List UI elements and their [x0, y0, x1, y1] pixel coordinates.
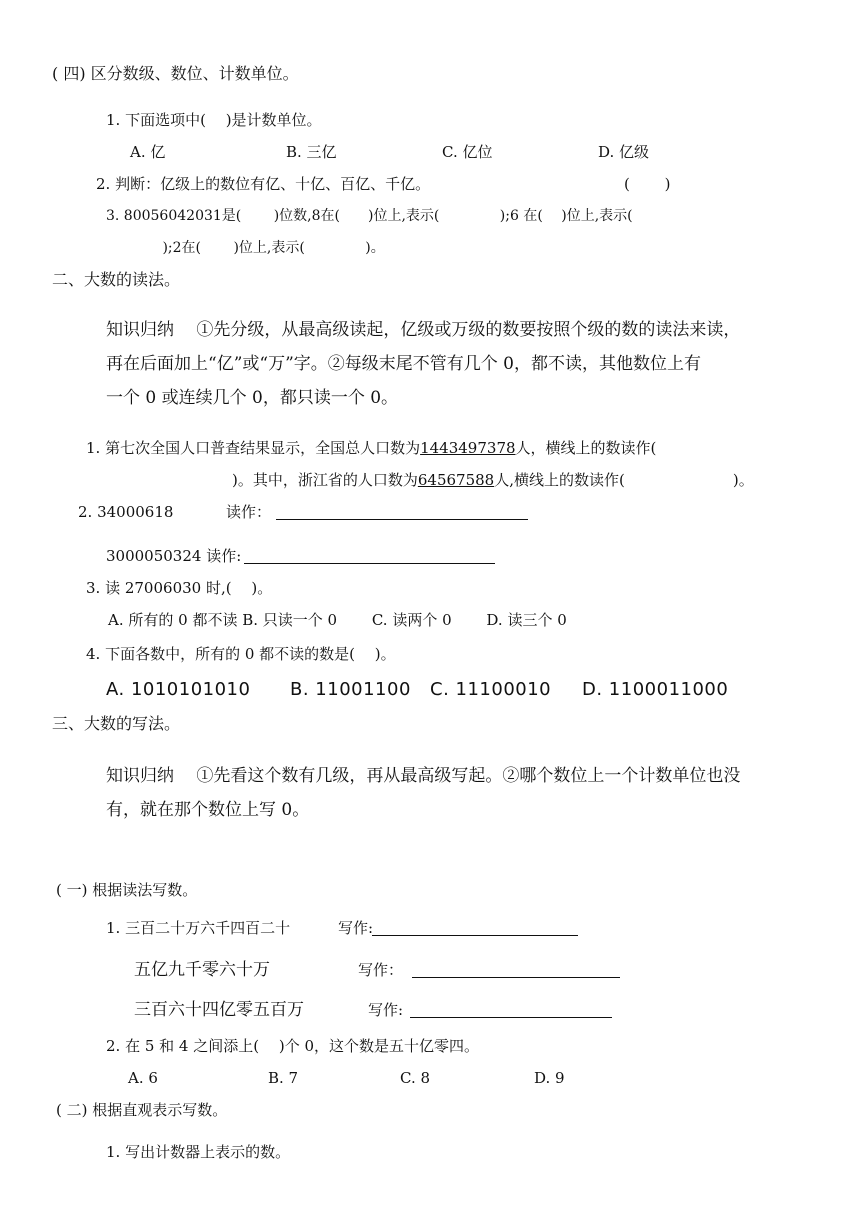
s2-question-1-line-1	[86, 438, 656, 458]
s2-knowledge-line-1: 知识归纳 ①先分级，从最高级读起，亿级或万级的数要按照个级的数的读法来读，	[106, 320, 741, 340]
section-3-title: 三、大数的写法。	[52, 714, 181, 733]
s4-question-2: 2. 判断：亿级上的数位有亿、十亿、百亿、千亿。	[96, 175, 431, 193]
s2-question-1-line-2	[232, 470, 754, 490]
s4-question-1: 1. 下面选项中( )是计数单位。	[106, 111, 322, 129]
s3-p1-q1-answer-line[interactable]	[372, 919, 578, 936]
s2-q1-number-1: 1443497378	[420, 439, 516, 457]
s4-q1-option-c: C. 亿位	[442, 143, 493, 161]
s3-knowledge-line-2: 有，就在那个数位上写 0。	[106, 800, 310, 820]
s3-p1-q2-option-a: A. 6	[128, 1069, 158, 1087]
s2-q4-option-b: B. 11001100	[290, 679, 411, 700]
s2-q1-middle: 人，横线上的数读作(	[515, 439, 657, 457]
s2-q2-answer-line[interactable]	[276, 503, 528, 520]
s3-p1-q1b-answer-line[interactable]	[412, 961, 620, 978]
s4-q1-option-d: D. 亿级	[598, 143, 650, 161]
s2-q4-option-a: A. 1010101010	[106, 679, 251, 700]
s4-question-3-line-2: );2在( )位上,表示( )。	[144, 240, 385, 256]
s3-p1-q2-option-b: B. 7	[268, 1069, 299, 1087]
s3-knowledge-line-1: 知识归纳 ①先看这个数有几级，再从最高级写起。②哪个数位上一个计数单位也没	[106, 766, 741, 786]
s2-q1-prefix: 1. 第七次全国人口普查结果显示，全国总人口数为	[86, 439, 421, 457]
s2-q1-line2-end: )。	[732, 471, 754, 489]
s2-q3-options: A. 所有的 0 都不读 B. 只读一个 0 C. 读两个 0 D. 读三个 0	[108, 611, 567, 629]
s3-p1-q2-option-c: C. 8	[400, 1069, 431, 1087]
s3-p1-question-2: 2. 在 5 和 4 之间添上( )个 0，这个数是五十亿零四。	[106, 1037, 480, 1055]
s4-question-3-line-1: 3. 80056042031是( )位数,8在( )位上,表示( );6 在( )位上,表示(	[106, 208, 633, 224]
s4-q1-option-b: B. 三亿	[286, 143, 337, 161]
s2-q2b-answer-line[interactable]	[244, 547, 495, 564]
s3-p1-q1-label: 写作:	[338, 919, 374, 937]
s4-q2-answer-paren: ( )	[624, 175, 671, 193]
s2-q2b-label: 3000050324 读作:	[106, 547, 242, 565]
s3-p1-q1-text: 1. 三百二十万六千四百二十	[106, 919, 291, 937]
s3-p1-q1c-label: 写作:	[368, 1001, 404, 1019]
s4-q1-option-a: A. 亿	[130, 143, 166, 161]
s2-q4-option-c: C. 11100010	[430, 679, 552, 700]
s3-p1-q1c-answer-line[interactable]	[410, 1001, 612, 1018]
section-4-title: ( 四) 区分数级、数位、计数单位。	[52, 64, 299, 83]
s3-part-2-title: ( 二) 根据直观表示写数。	[56, 1101, 228, 1119]
s2-q2-read-label: 读作：	[226, 503, 272, 521]
s3-part-1-title: ( 一) 根据读法写数。	[56, 881, 198, 899]
s2-q1-line2-prefix: )。其中，浙江省的人口数为	[232, 471, 418, 489]
s2-q1-line2-middle: 人,横线上的数读作(	[494, 471, 625, 489]
s3-p1-q2-option-d: D. 9	[534, 1069, 565, 1087]
s2-question-4: 4. 下面各数中，所有的 0 都不读的数是( )。	[86, 645, 396, 663]
s3-p1-q1b-label: 写作：	[358, 961, 404, 979]
s3-p2-question-1: 1. 写出计数器上表示的数。	[106, 1143, 291, 1161]
s2-q1-number-2: 64567588	[417, 471, 495, 489]
s2-question-3: 3. 读 27006030 时,( )。	[86, 579, 273, 597]
s2-knowledge-line-2: 再在后面加上“亿”或“万”字。②每级末尾不管有几个 0，都不读，其他数位上有	[106, 354, 701, 374]
section-2-title: 二、大数的读法。	[52, 270, 181, 289]
s2-question-2-number: 2. 34000618	[78, 503, 174, 521]
s2-knowledge-line-3: 一个 0 或连续几个 0，都只读一个 0。	[106, 388, 399, 408]
s3-p1-q1c-text: 三百六十四亿零五百万	[134, 1000, 304, 1020]
s3-p1-q1b-text: 五亿九千零六十万	[134, 960, 270, 980]
s2-q4-option-d: D. 1100011000	[582, 679, 729, 700]
